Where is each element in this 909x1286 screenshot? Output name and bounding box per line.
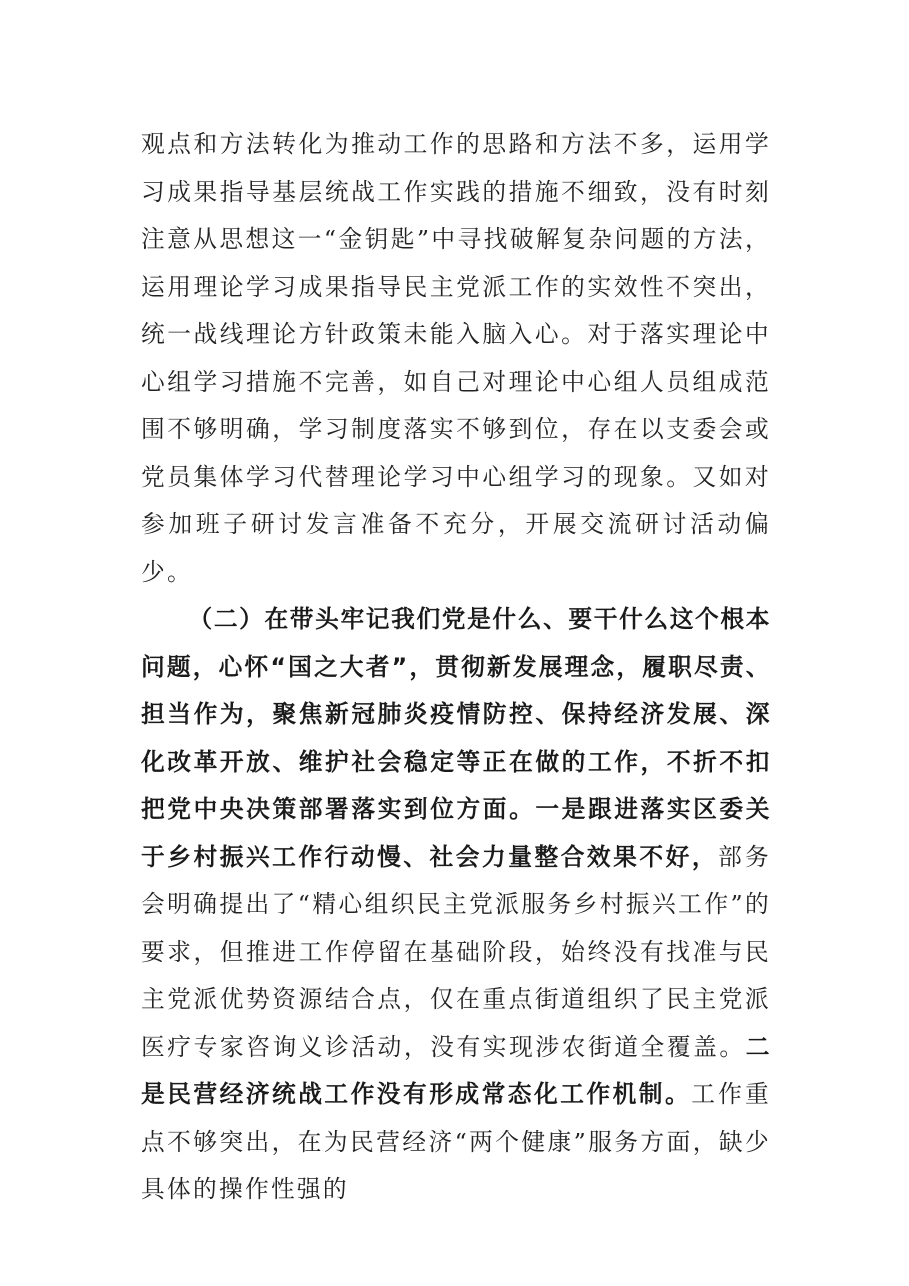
point-2-body: 工作重点不够突出，在为民营经济“两个健康”服务方面，缺少具体的操作性强的 (141, 1080, 771, 1203)
section-heading: （二）在带头牢记我们党是什么、要干什么这个根本问题，心怀“国之大者”，贯彻新发展理念，履职尽责、担当作为，聚焦新冠肺炎疫情防控、保持经济发展、深化改革开放、维护社会稳定等正在做的工作，不折不扣把党中央决策部署落实到位方面。 (141, 605, 771, 823)
document-body (141, 121, 771, 1214)
paragraph-1-text: 观点和方法转化为推动工作的思路和方法不多，运用学习成果指导基层统战工作实践的措施不细致，没有时刻注意从思想这一“金钥匙”中寻找破解复杂问题的方法，运用理论学习成果指导民主党派工作的实效性不突出，统一战线理论方针政策未能入脑入心。对于落实理论中心组学习措施不完善，如自己对理论中心组人员组成范围不够明确，学习制度落实不够到位，存在以支委会或党员集体学习代替理论学习中心组学习的现象。又如对参加班子研讨发言准备不充分，开展交流研讨活动偏少。 (141, 130, 771, 586)
paragraph-1 (141, 121, 771, 596)
point-1-title: 一是跟进落实区委关于乡村振兴工作行动慢、社会力量整合效果不好， (141, 795, 771, 871)
paragraph-2 (141, 596, 771, 1214)
point-2-title: 二是民营经济统战工作没有形成常态化工作机制。 (141, 1032, 771, 1108)
point-1-body: 部务会明确提出了“精心组织民主党派服务乡村振兴工作”的要求，但推进工作停留在基础阶段，始终没有找准与民主党派优势资源结合点，仅在重点街道组织了民主党派医疗专家咨询义诊活动，没有实现涉农街道全覆盖。 (141, 842, 771, 1061)
